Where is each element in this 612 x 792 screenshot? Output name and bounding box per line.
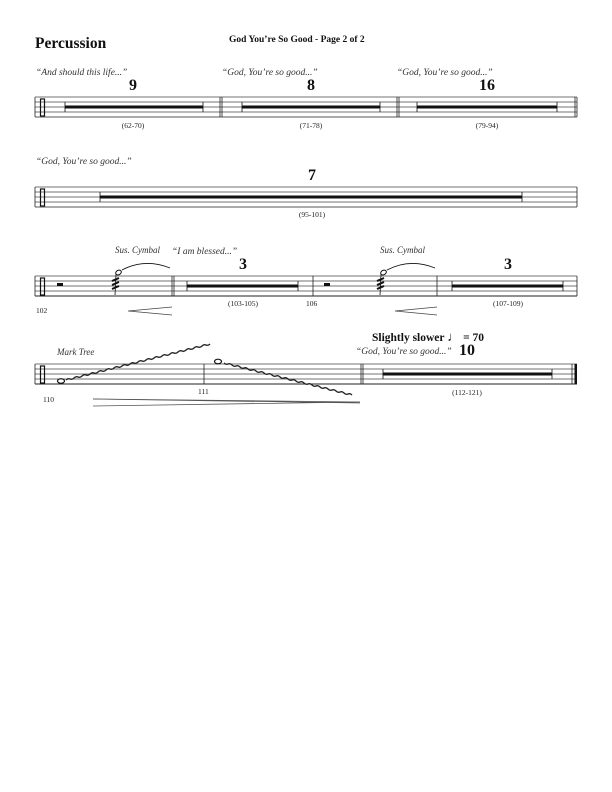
multi-rest-count: 16 [479, 77, 495, 94]
crescendo-decrescendo-hairpin-icon [93, 399, 360, 406]
whole-note-icon [58, 359, 222, 383]
technique-label: Sus. Cymbal [115, 245, 160, 255]
measure-number: 102 [36, 306, 48, 315]
page-title: God You’re So Good - Page 2 of 2 [229, 35, 365, 45]
percussion-clef-icon [41, 366, 45, 383]
measure-range: (103-105) [228, 299, 258, 308]
instrument-name: Percussion [35, 35, 107, 52]
multi-rest-103-105 [187, 281, 298, 291]
measure-number: 111 [198, 387, 209, 396]
multi-rest-count: 10 [459, 342, 475, 359]
measure-number: 106 [306, 299, 318, 308]
tempo-text: Slightly slower [372, 332, 445, 344]
multi-rest-62-70 [65, 102, 203, 112]
half-rest-icon [57, 283, 63, 286]
quarter-note-icon: ♩ [447, 329, 461, 344]
multi-rest-95-101 [100, 192, 522, 202]
measure-range: (112-121) [452, 388, 482, 397]
multi-rest-107-109 [452, 281, 563, 291]
percussion-clef-icon [41, 278, 45, 295]
half-rest-icon [324, 283, 330, 286]
multi-rest-count: 9 [129, 77, 137, 94]
multi-rest-71-78 [242, 102, 380, 112]
measure-range: (62-70) [121, 121, 145, 130]
multi-rest-count: 3 [504, 256, 512, 273]
multi-rest-count: 8 [307, 77, 315, 94]
lyric-cue: “God, You’re so good...” [356, 347, 452, 357]
percussion-clef-icon [41, 189, 45, 206]
technique-label: Sus. Cymbal [380, 245, 425, 255]
lyric-cue: “God, You’re so good...” [397, 68, 493, 78]
lyric-cue: “And should this life...” [36, 68, 128, 78]
measure-range: (95-101) [298, 210, 326, 219]
multi-rest-count: 3 [239, 256, 247, 273]
percussion-clef-icon [41, 99, 45, 116]
lyric-cue: “God, You’re so good...” [222, 68, 318, 78]
tremolo-note-icon [112, 263, 170, 295]
lyric-cue: “God, You’re so good...” [36, 157, 132, 167]
measure-range: (71-78) [299, 121, 323, 130]
measure-range: (107-109) [493, 299, 523, 308]
crescendo-hairpin-icon [128, 307, 437, 315]
technique-label: Mark Tree [57, 347, 95, 357]
tremolo-note-icon [377, 263, 435, 295]
multi-rest-count: 7 [308, 167, 316, 184]
multi-rest-79-94 [417, 102, 557, 112]
glissando-wavy-line-icon [66, 344, 352, 395]
lyric-cue: “I am blessed...” [172, 247, 238, 257]
multi-rest-112-121 [383, 369, 552, 379]
measure-number: 110 [43, 395, 54, 404]
measure-range: (79-94) [475, 121, 499, 130]
tempo-bpm: = 70 [463, 332, 484, 344]
